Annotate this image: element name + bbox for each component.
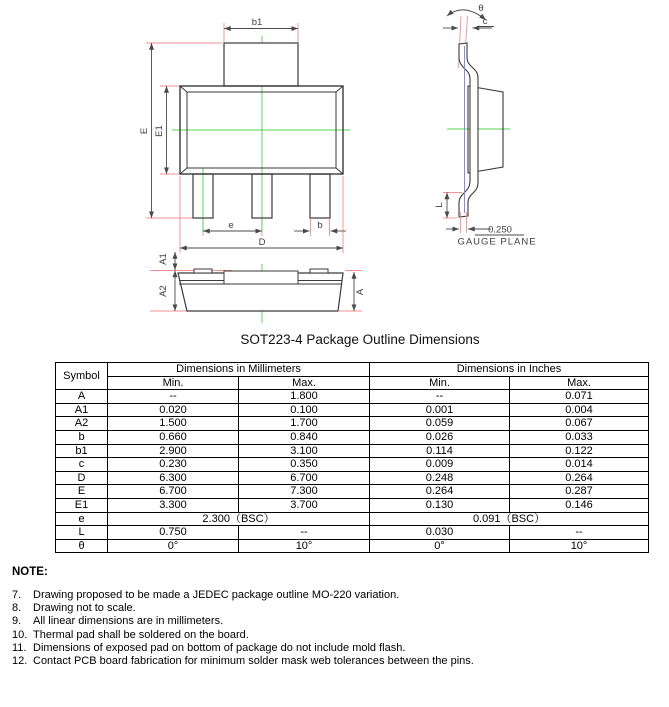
note-item [12,642,657,655]
notes-list [12,589,657,668]
table-cell: 1.500 [108,417,239,431]
dim-label-E1: E1 [154,125,165,137]
note-text: Drawing proposed to be made a JEDEC package outline MO-220 variation. [33,589,400,601]
table-cell: c [56,458,108,472]
table-row [56,485,649,499]
page-title: SOT223-4 Package Outline Dimensions [240,332,480,347]
dim-label-b: b [317,220,323,231]
tab-outline [224,43,298,86]
table-cell: 0.146 [510,498,649,512]
table-cell: θ [56,539,108,553]
table-row [56,539,649,553]
dim-label-A: A [355,288,366,296]
table-cell: 2.900 [108,444,239,458]
table-cell: 0.059 [370,417,510,431]
note-text: Drawing not to scale. [33,602,136,615]
table-cell: 0.091（BSC） [370,512,649,526]
table-cell: 0.350 [239,458,370,472]
table-cell: 2.300（BSC） [108,512,370,526]
note-text: All linear dimensions are in millimeters. [33,615,224,628]
table-cell: 0.026 [370,430,510,444]
table-cell: 0.750 [108,526,239,540]
table-cell: 0.122 [510,444,649,458]
table-cell: E [56,485,108,499]
col-header-inches: Dimensions in Inches [370,363,649,377]
note-number: 12. [12,655,28,668]
note-text: Thermal pad shall be soldered on the board. [33,628,249,641]
table-cell: 0.840 [239,430,370,444]
table-cell: 6.300 [108,471,239,485]
note-number: 11. [12,641,27,654]
table-cell: 0.009 [370,458,510,472]
note-number: 7. [12,589,22,601]
note-item [12,589,657,602]
table-cell: b [56,430,108,444]
table-cell: 0.130 [370,498,510,512]
table-cell: 0.264 [370,485,510,499]
dimensions-table [55,362,649,553]
table-cell: A1 [56,403,108,417]
table-row [56,498,649,512]
table-cell: 0.004 [510,403,649,417]
table-cell: 0.071 [510,390,649,404]
table-row [56,417,649,431]
gauge-dimension-arrows [446,229,524,235]
table-row [56,471,649,485]
col-header-mm-max: Max. [239,376,370,390]
table-cell: -- [370,390,510,404]
table-cell: 6.700 [108,485,239,499]
note-number: 9. [12,615,22,628]
table-cell: 0° [108,539,239,553]
notes-section [12,566,657,668]
table-cell: 0.230 [108,458,239,472]
table-cell: A [56,390,108,404]
dim-label-A1: A1 [158,253,169,265]
dim-label-e: e [228,220,234,231]
col-header-mm: Dimensions in Millimeters [108,363,370,377]
table-cell: 0.033 [510,430,649,444]
table-cell: -- [239,526,370,540]
table-cell: E1 [56,498,108,512]
note-number: 10. [12,628,28,641]
note-item [12,629,657,642]
table-row [56,390,649,404]
table-row [56,444,649,458]
table-cell: 0.264 [510,471,649,485]
table-cell: 0.067 [510,417,649,431]
table-cell: 3.300 [108,498,239,512]
note-item [12,655,657,668]
table-row [56,526,649,540]
front-view [139,17,350,253]
table-cell: 0.014 [510,458,649,472]
profile-view [434,3,537,248]
dim-label-theta: θ [478,3,484,14]
notes-heading: NOTE: [12,566,48,578]
leads-outline [193,174,330,218]
dim-label-c: c [482,16,488,27]
table-cell: 1.700 [239,417,370,431]
dim-label-b1: b1 [251,17,263,28]
col-header-in-max: Max. [510,376,649,390]
table-cell: 6.700 [239,471,370,485]
note-text: Contact PCB board fabrication for minimum solder mask web tolerances between the pins. [33,655,474,668]
dim-label-D: D [258,237,266,248]
gauge-plane-label: GAUGE PLANE [457,236,537,248]
note-text: Dimensions of exposed pad on bottom of package do not include mold flash. [33,641,406,654]
dimensions-table-body [56,390,649,553]
table-cell: 3.100 [239,444,370,458]
note-item [12,602,657,615]
table-cell: 0.660 [108,430,239,444]
table-cell: 7.300 [239,485,370,499]
note-number: 8. [12,602,22,615]
table-row [56,512,649,526]
table-cell: 0.114 [370,444,510,458]
note-item [12,615,657,628]
table-cell: 0.020 [108,403,239,417]
table-cell: 0.100 [239,403,370,417]
table-cell: 3.700 [239,498,370,512]
table-cell: 10° [510,539,649,553]
center-tab [224,271,298,284]
col-header-symbol: Symbol [56,363,108,390]
col-header-in-min: Min. [370,376,510,390]
table-cell: 10° [239,539,370,553]
table-row [56,403,649,417]
table-cell: -- [510,526,649,540]
table-cell: 0° [370,539,510,553]
table-row [56,458,649,472]
table-cell: L [56,526,108,540]
table-row [56,430,649,444]
dim-label-A2: A2 [158,285,169,297]
gauge-value-label: 0.250 [488,224,512,236]
table-cell: 0.001 [370,403,510,417]
table-cell: A2 [56,417,108,431]
table-cell: 1.800 [239,390,370,404]
table-cell: -- [108,390,239,404]
col-header-mm-min: Min. [108,376,239,390]
side-elevation-view [150,252,366,323]
dim-label-L: L [434,202,445,208]
table-cell: D [56,471,108,485]
table-cell: 0.248 [370,471,510,485]
table-cell: 0.030 [370,526,510,540]
table-cell: e [56,512,108,526]
table-cell: 0.287 [510,485,649,499]
table-cell: b1 [56,444,108,458]
dim-label-E: E [139,127,150,135]
